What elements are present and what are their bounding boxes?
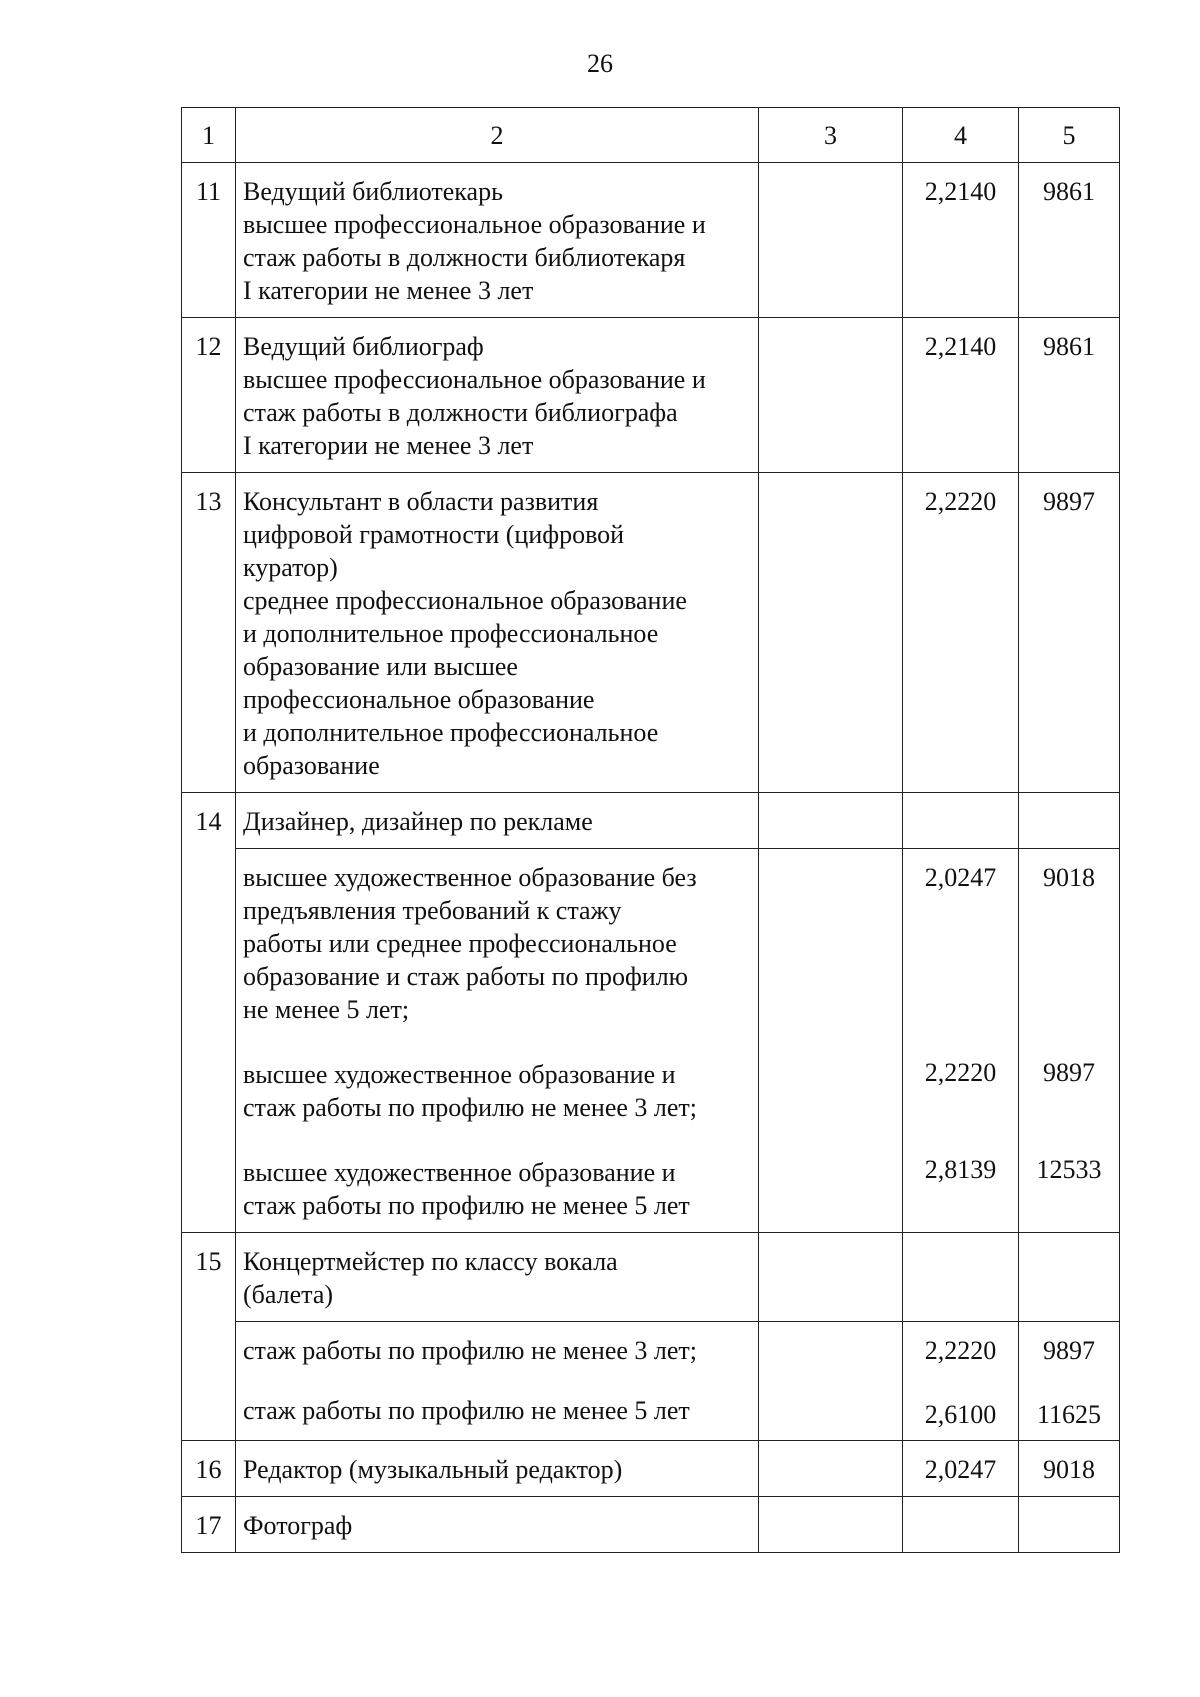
table-row	[182, 1497, 1120, 1553]
salary-value: 9861	[1019, 318, 1120, 473]
coefficient: 2,2140	[903, 318, 1019, 473]
salary-value: 9897	[1043, 1058, 1095, 1087]
table-row	[182, 793, 1120, 849]
row-number: 13	[182, 473, 236, 793]
description-line: и дополнительное профессиональное	[243, 619, 659, 648]
description-line: куратор)	[243, 553, 338, 582]
salary-value: 9018	[1019, 1441, 1120, 1497]
row-number: 16	[182, 1441, 236, 1497]
coefficient-list	[903, 1322, 1019, 1441]
table-row	[182, 1322, 1120, 1441]
salary-value: 11625	[1036, 1400, 1102, 1429]
empty-cell	[759, 793, 903, 849]
salary-value: 12533	[1036, 1155, 1102, 1184]
description-line: образование или высшее	[243, 652, 518, 681]
description-line: работы или среднее профессиональное	[243, 929, 677, 958]
empty-cell	[903, 1497, 1019, 1553]
description-line: цифровой грамотности (цифровой	[243, 520, 625, 549]
row-number: 11	[182, 163, 236, 318]
page-number: 26	[587, 49, 613, 78]
description-line: стаж работы по профилю не менее 5 лет	[243, 1396, 690, 1425]
description-line: Редактор (музыкальный редактор)	[243, 1455, 623, 1484]
row-number: 17	[182, 1497, 236, 1553]
position-title	[236, 1233, 759, 1322]
position-description	[236, 1497, 759, 1553]
description-line: (балета)	[243, 1280, 334, 1309]
description-line: высшее художественное образование и	[243, 1158, 676, 1187]
position-variants	[236, 1322, 759, 1441]
position-description	[236, 318, 759, 473]
table-row	[182, 1233, 1120, 1322]
empty-cell	[759, 473, 903, 793]
header-cell-4: 4	[903, 108, 1019, 163]
row-number: 14	[182, 793, 236, 1233]
empty-cell	[759, 1441, 903, 1497]
salary-value-list	[1019, 849, 1120, 1233]
description-line: стаж работы в должности библиографа	[243, 398, 678, 427]
position-description	[236, 473, 759, 793]
coefficient: 2,0247	[924, 863, 997, 892]
position-description	[236, 163, 759, 318]
salary-value: 9897	[1043, 1336, 1095, 1365]
table-row	[182, 163, 1120, 318]
description-line: высшее профессиональное образование и	[243, 210, 706, 239]
coefficient-list	[903, 849, 1019, 1233]
coefficient: 2,2220	[903, 473, 1019, 793]
coefficient: 2,8139	[924, 1155, 997, 1184]
empty-cell	[759, 318, 903, 473]
row-number: 15	[182, 1233, 236, 1441]
description-line: высшее художественное образование и	[243, 1060, 676, 1089]
header-cell-3: 3	[759, 108, 903, 163]
position-title	[236, 793, 759, 849]
salary-value: 9897	[1019, 473, 1120, 793]
coefficient: 2,2140	[903, 163, 1019, 318]
description-line: стаж работы по профилю не менее 3 лет;	[243, 1336, 698, 1365]
empty-cell	[903, 1233, 1019, 1322]
description-line: высшее профессиональное образование и	[243, 365, 706, 394]
header-cell-2: 2	[236, 108, 759, 163]
coefficient: 2,2220	[924, 1336, 997, 1365]
description-line: Ведущий библиограф	[243, 332, 484, 361]
row-number: 12	[182, 318, 236, 473]
description-line: Фотограф	[243, 1511, 353, 1540]
description-line: стаж работы по профилю не менее 5 лет	[243, 1191, 690, 1220]
header-cell-5: 5	[1019, 108, 1120, 163]
header-cell-1: 1	[182, 108, 236, 163]
position-variants	[236, 849, 759, 1233]
empty-cell	[1019, 793, 1120, 849]
table-row	[182, 473, 1120, 793]
salary-value: 9861	[1019, 163, 1120, 318]
description-line: Дизайнер, дизайнер по рекламе	[243, 807, 593, 836]
table-row	[182, 1441, 1120, 1497]
position-description	[236, 1441, 759, 1497]
description-line: и дополнительное профессиональное	[243, 718, 659, 747]
empty-cell	[759, 849, 903, 1233]
salary-value: 9018	[1043, 863, 1095, 892]
coefficient: 2,2220	[924, 1058, 997, 1087]
empty-cell	[759, 1322, 903, 1441]
description-line: Консультант в области развития	[243, 487, 599, 516]
description-line: I категории не менее 3 лет	[243, 276, 534, 305]
table-header-row	[182, 108, 1120, 163]
description-line: стаж работы по профилю не менее 3 лет;	[243, 1093, 698, 1122]
empty-cell	[759, 163, 903, 318]
empty-cell	[1019, 1233, 1120, 1322]
coefficient: 2,0247	[903, 1441, 1019, 1497]
description-line: среднее профессиональное образование	[243, 586, 687, 615]
description-line: предъявления требований к стажу	[243, 896, 622, 925]
description-line: высшее художественное образование без	[243, 863, 697, 892]
description-line: стаж работы в должности библиотекаря	[243, 243, 686, 272]
empty-cell	[759, 1497, 903, 1553]
description-line: I категории не менее 3 лет	[243, 431, 534, 460]
description-line: не менее 5 лет;	[243, 995, 410, 1024]
table-row	[182, 318, 1120, 473]
empty-cell	[759, 1233, 903, 1322]
salary-value-list	[1019, 1322, 1120, 1441]
description-line: образование	[243, 751, 380, 780]
description-line: Концертмейстер по классу вокала	[243, 1247, 618, 1276]
description-line: Ведущий библиотекарь	[243, 177, 503, 206]
empty-cell	[1019, 1497, 1120, 1553]
empty-cell	[903, 793, 1019, 849]
description-line: профессиональное образование	[243, 685, 595, 714]
table-row	[182, 849, 1120, 1233]
description-line: образование и стаж работы по профилю	[243, 962, 689, 991]
salary-table	[181, 107, 1120, 1553]
coefficient: 2,6100	[924, 1400, 997, 1429]
